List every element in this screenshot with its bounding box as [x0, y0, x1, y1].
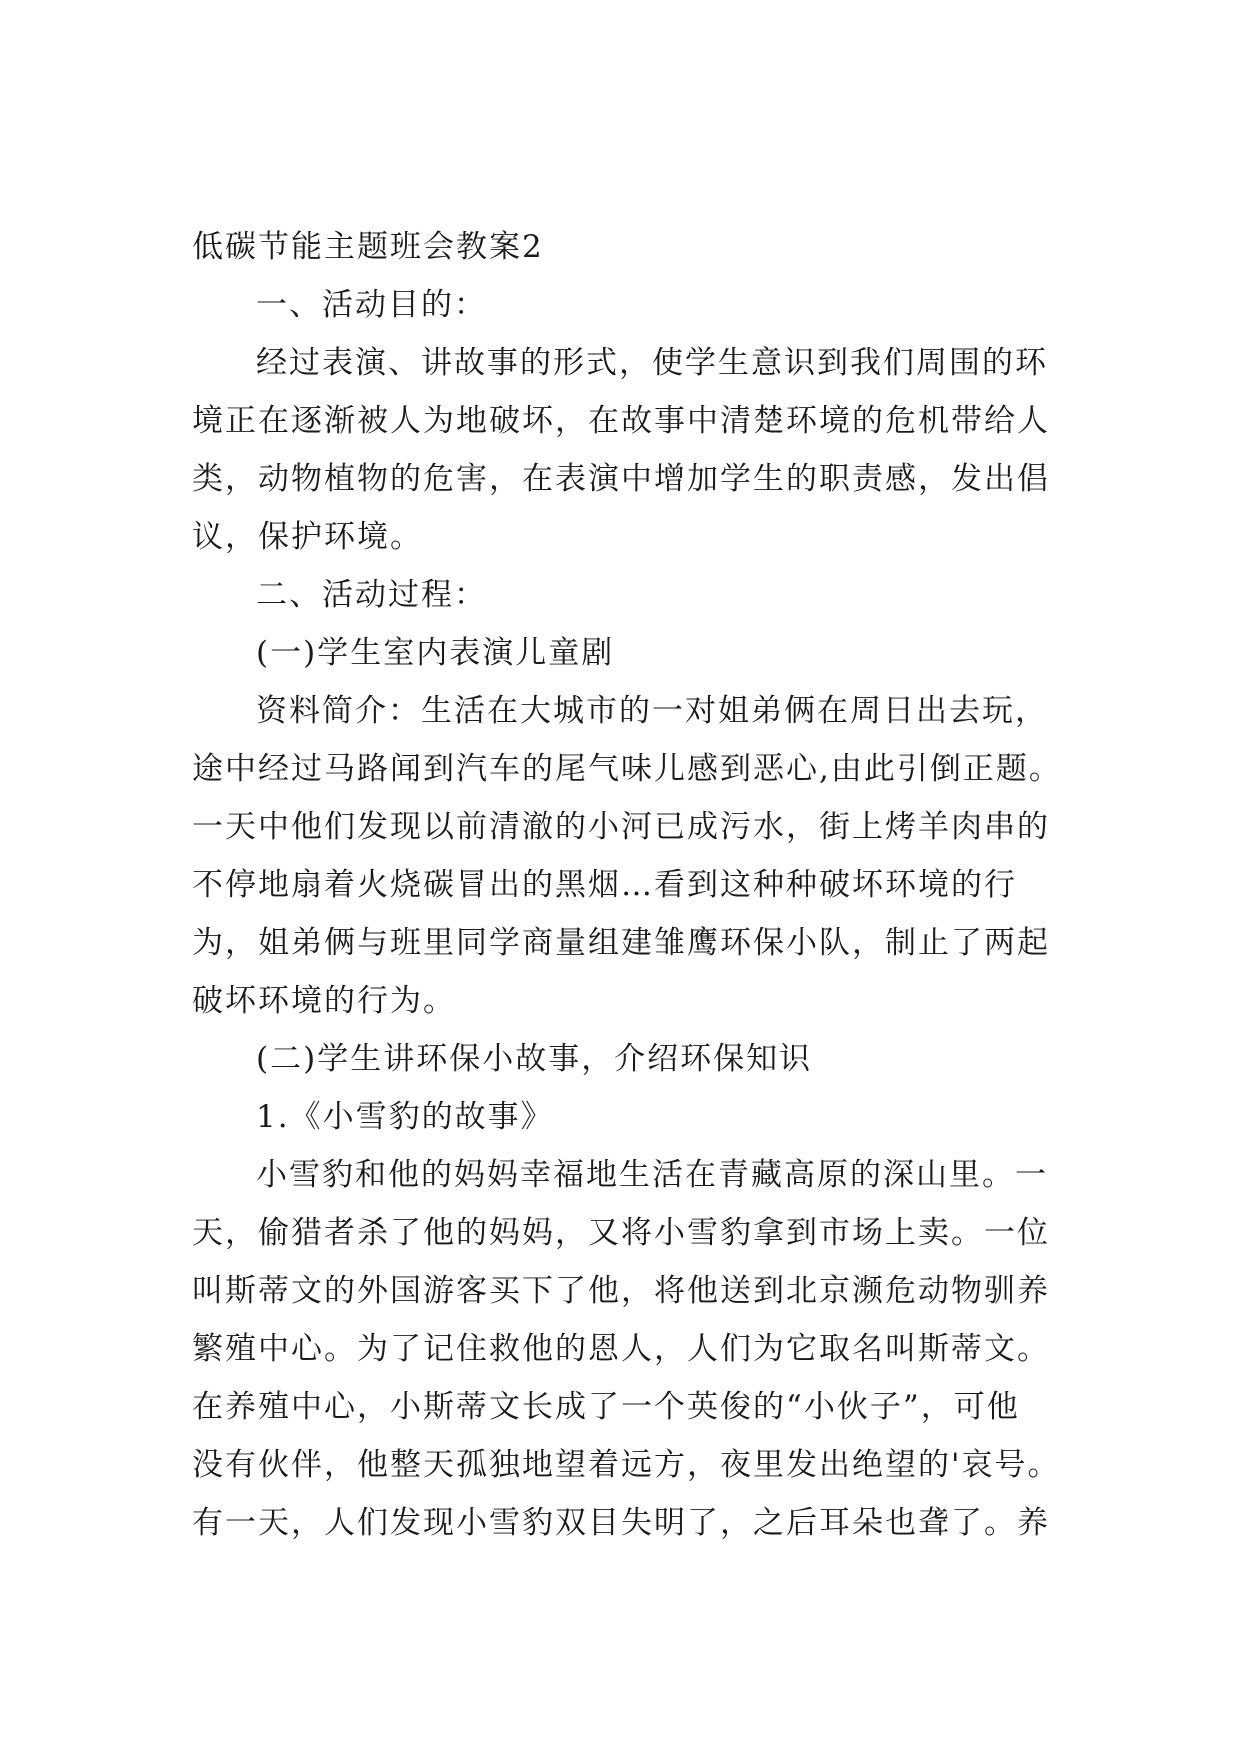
story-title: 1.《小雪豹的故事》 — [256, 1099, 554, 1135]
paragraph-line: 破坏环境的行为。 — [192, 983, 456, 1019]
paragraph-line: 资料简介：生活在大城市的一对姐弟俩在周日出去玩， — [256, 693, 1048, 729]
paragraph-line: 一天中他们发现以前清澈的小河已成污水，街上烤羊肉串的 — [192, 809, 1050, 845]
paragraph-line: 有一天，人们发现小雪豹双目失明了，之后耳朵也聋了。养 — [192, 1505, 1050, 1541]
paragraph-line: 小雪豹和他的妈妈幸福地生活在青藏高原的深山里。一 — [256, 1157, 1048, 1193]
section-heading-goal: 一、活动目的： — [256, 287, 487, 323]
paragraph-line: 议，保护环境。 — [192, 519, 423, 555]
paragraph-line: 叫斯蒂文的外国游客买下了他，将他送到北京濒危动物驯养 — [192, 1273, 1050, 1309]
document-title: 低碳节能主题班会教案2 — [192, 229, 544, 265]
paragraph-line: 天，偷猎者杀了他的妈妈，又将小雪豹拿到市场上卖。一位 — [192, 1215, 1050, 1251]
paragraph-line: 在养殖中心，小斯蒂文长成了一个英俊的“小伙子”，可他 — [192, 1389, 1020, 1425]
paragraph-line: 经过表演、讲故事的形式，使学生意识到我们周围的环 — [256, 345, 1048, 381]
subsection-heading-stories: (二)学生讲环保小故事，介绍环保知识 — [256, 1041, 813, 1077]
document-body — [192, 218, 1062, 1552]
subsection-heading-drama: (一)学生室内表演儿童剧 — [256, 635, 615, 671]
paragraph-line: 繁殖中心。为了记住救他的恩人，人们为它取名叫斯蒂文。 — [192, 1331, 1050, 1367]
paragraph-line: 途中经过马路闻到汽车的尾气味儿感到恶心,由此引倒正题。 — [192, 751, 1062, 787]
paragraph-line: 为，姐弟俩与班里同学商量组建雏鹰环保小队，制止了两起 — [192, 925, 1050, 961]
paragraph-line: 类，动物植物的危害，在表演中增加学生的职责感，发出倡 — [192, 461, 1050, 497]
paragraph-line: 不停地扇着火烧碳冒出的黑烟…看到这种种破坏环境的行 — [192, 867, 1017, 903]
paragraph-line: 境正在逐渐被人为地破坏，在故事中清楚环境的危机带给人 — [192, 403, 1050, 439]
paragraph-line: 没有伙伴，他整天孤独地望着远方，夜里发出绝望的'哀号。 — [192, 1447, 1061, 1483]
section-heading-process: 二、活动过程： — [256, 577, 487, 613]
